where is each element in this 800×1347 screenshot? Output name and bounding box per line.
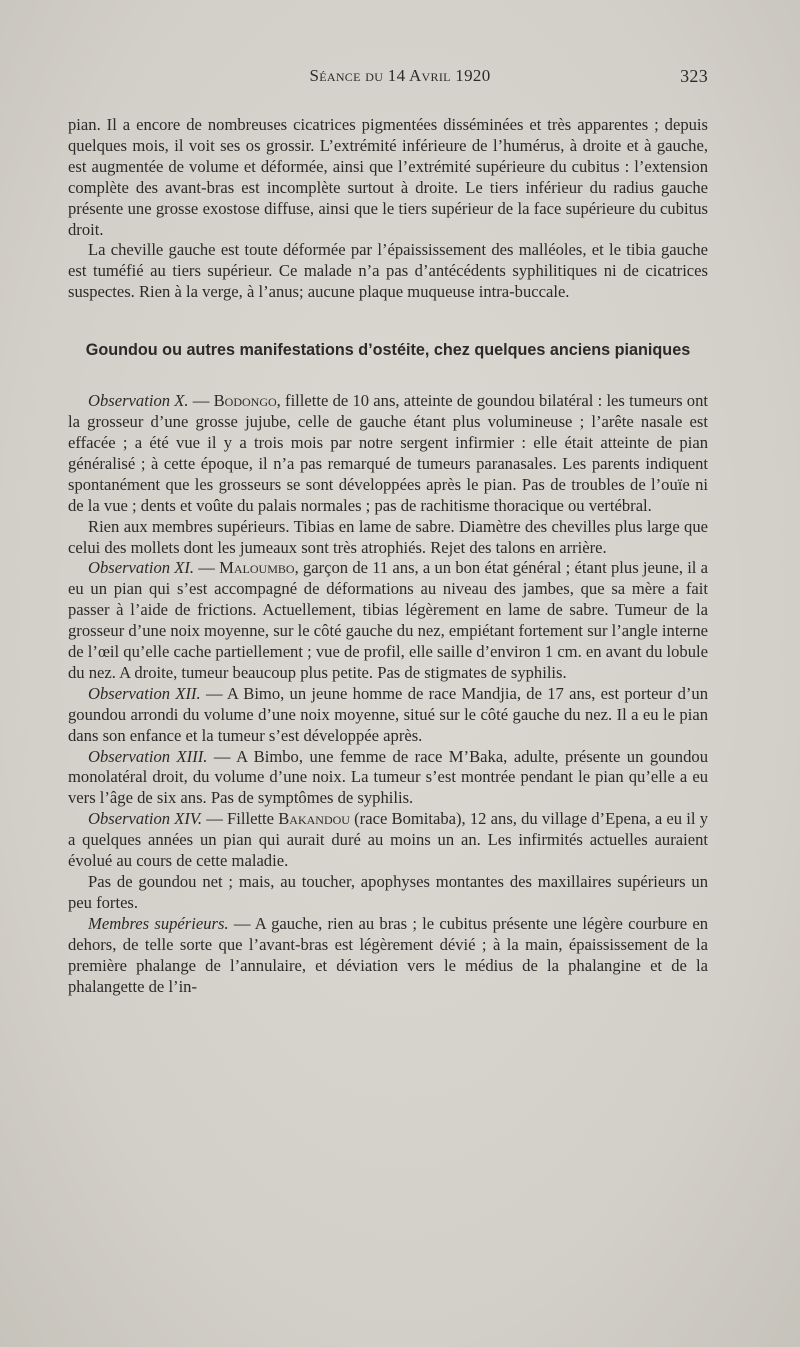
page-number: 323 bbox=[680, 66, 708, 86]
observation-label: Observation XIII. bbox=[88, 746, 208, 766]
observation-text: , fillette de 10 ans, atteinte de goundou bilatéral : les tumeurs ont la grosseur d’une grosse jujube, celle de gauche étant plus volumineuse ; l’arête nasale est effacée ; a été vue il y a trois mois par notre sergent infirmier : elle était atteinte de pian généralisé ; à cette époque, il n’a pas remarqué de tumeurs paranasales. Les parents indiquent spontanément que les grosseurs se sont développées après le pian. Pas de troubles de l’ouïe ni de la vue ; dents et voûte du palais normales ; pas de rachitisme thoracique ou vertébral. bbox=[68, 391, 708, 515]
dash: — bbox=[188, 391, 214, 411]
membres-superieurs bbox=[68, 914, 708, 998]
section-heading: Goundou ou autres manifestations d’ostéite, chez quelques anciens pianiques bbox=[85, 341, 691, 360]
observation-xiv bbox=[68, 809, 708, 872]
observation-xiii bbox=[68, 747, 708, 810]
dash: — bbox=[194, 558, 220, 578]
paragraph: La cheville gauche est toute déformée par l’épaississement des malléoles, et le tibia gauche est tuméfié au tiers supérieur. Ce malade n’a pas d’antécédents syphilitiques ni de cicatrices suspectes. Rien à la verge, à l’anus; aucune plaque muqueuse intra-buccale. bbox=[68, 240, 708, 302]
patient-name: Maloumbo bbox=[219, 558, 295, 578]
observation-label: Observation X. bbox=[88, 391, 189, 411]
observation-label: Observation XII. bbox=[88, 683, 201, 703]
paragraph-text: — A gauche, rien au bras ; le cubitus présente une légère courbure en dehors, de telle sorte que l’avant-bras est légèrement dévié ; à la main, épaississement de la première phalange de l’annulaire, et déviation vers le médius de la phalangine et de la phalangette de l’in- bbox=[68, 913, 708, 996]
running-head: Séance du 14 Avril 1920 bbox=[309, 66, 491, 85]
paragraph: Rien aux membres supérieurs. Tibias en lame de sabre. Diamètre des chevilles plus large que celui des mollets dont les jumeaux sont très atrophiés. Rejet des talons en arrière. bbox=[68, 516, 708, 557]
subsection-label: Membres supérieurs. bbox=[88, 913, 229, 933]
body-text bbox=[68, 115, 708, 997]
patient-name: Bodongo bbox=[213, 391, 277, 411]
observation-label: Observation XI. bbox=[88, 558, 195, 578]
observation-text: (race Bomitaba), 12 ans, du village d’Epena, a eu il y a quelques années un pian qui aurait duré au moins un an. Les infirmités actuelles auraient évolué au cours de cette maladie. bbox=[68, 809, 708, 871]
observation-xii bbox=[68, 684, 708, 747]
patient-name: Bakandou bbox=[278, 809, 350, 829]
paragraph-continued: pian. Il a encore de nombreuses cicatrices pigmentées disséminées et très apparentes ; depuis quelques mois, il voit ses os grossir. L’extrémité inférieure de l’humérus, à droite et à gauche, est augmentée de volume et déformée, ainsi que l’extrémité supérieure du cubitus : l’extension complète des avant-bras est incomplète surtout à droite. Le tiers inférieur du radius gauche présente une grosse exostose diffuse, ainsi que le tiers supérieur de la face supérieure du cubitus droit. bbox=[68, 115, 708, 239]
observation-text: , garçon de 11 ans, a un bon état général ; étant plus jeune, il a eu un pian qui s’est accompagné de déformations au niveau des jambes, que sa mère a fait passer à l’aide de frictions. Actuellement, tibias légèrement en lame de sabre. Tumeur de la grosseur d’une noix moyenne, sur le côté gauche du nez, empiétant fortement sur l’angle interne de l’œil qu’elle cache partiellement ; vue de profil, elle saille d’environ 1 cm. en avant du lobule du nez. A droite, tumeur beaucoup plus petite. Pas de stigmates de syphilis. bbox=[68, 558, 709, 682]
observation-text: — A Bimbo, une femme de race M’Baka, adulte, présente un goundou monolatéral droit, du volume d’une noix. La tumeur s’est montrée pendant le pian qu’elle a eu vers l’âge de six ans. Pas de symptômes de syphilis. bbox=[68, 746, 708, 808]
observation-xi bbox=[68, 558, 708, 683]
dash: — Fillette bbox=[202, 809, 279, 829]
paragraph: Pas de goundou net ; mais, au toucher, apophyses montantes des maxillaires supérieurs un peu fortes. bbox=[68, 872, 708, 912]
observation-text: — A Bimo, un jeune homme de race Mandjia, de 17 ans, est porteur d’un goundou arrondi du volume d’une noix moyenne, situé sur le côté gauche du nez. Il a eu le pian dans son enfance et la tumeur s’est développée après. bbox=[68, 683, 708, 745]
page-header bbox=[0, 66, 800, 90]
observation-label: Observation XIV. bbox=[88, 809, 203, 829]
observation-x bbox=[68, 391, 708, 516]
